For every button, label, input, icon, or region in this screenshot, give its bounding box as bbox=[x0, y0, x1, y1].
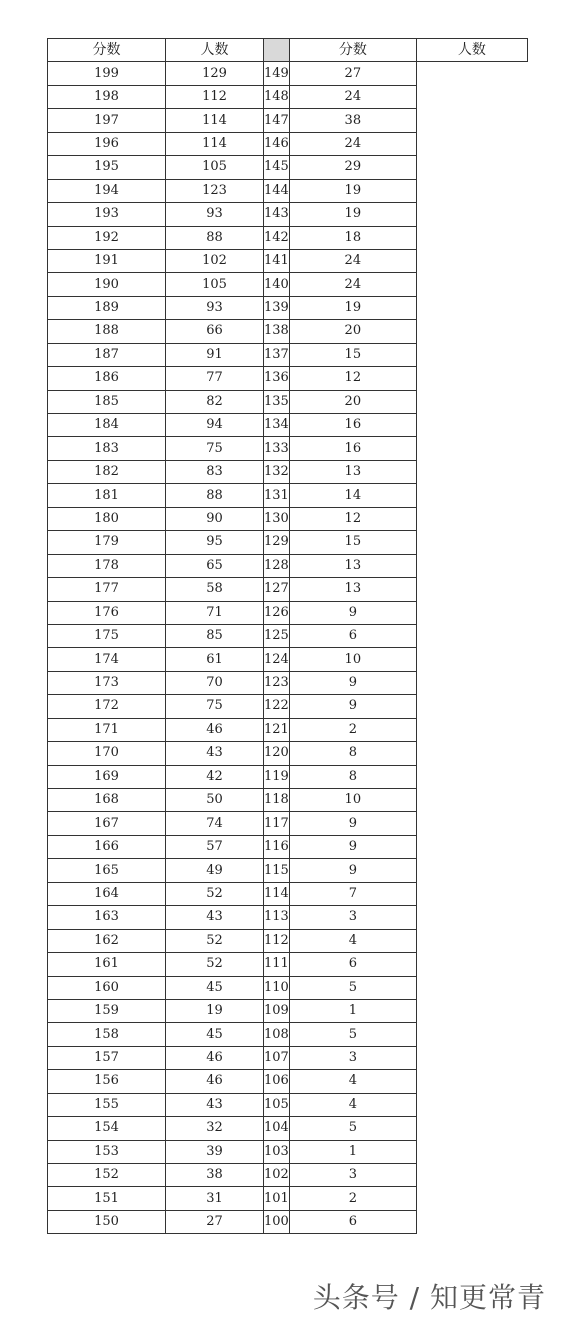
score-cell: 116 bbox=[264, 835, 290, 858]
count-cell: 16 bbox=[289, 414, 416, 437]
score-cell: 184 bbox=[48, 414, 166, 437]
score-cell: 190 bbox=[48, 273, 166, 296]
score-cell: 107 bbox=[264, 1046, 290, 1069]
count-cell: 4 bbox=[289, 929, 416, 952]
count-cell: 32 bbox=[166, 1117, 264, 1140]
count-cell: 19 bbox=[289, 296, 416, 319]
count-cell: 24 bbox=[289, 132, 416, 155]
score-cell: 143 bbox=[264, 203, 290, 226]
count-cell: 27 bbox=[289, 62, 416, 85]
score-cell: 178 bbox=[48, 554, 166, 577]
score-cell: 181 bbox=[48, 484, 166, 507]
table-row bbox=[48, 296, 528, 319]
table-row bbox=[48, 249, 528, 272]
score-cell: 168 bbox=[48, 789, 166, 812]
count-cell: 38 bbox=[289, 109, 416, 132]
table-row bbox=[48, 1093, 528, 1116]
table-row bbox=[48, 859, 528, 882]
score-cell: 148 bbox=[264, 85, 290, 108]
table-row bbox=[48, 179, 528, 202]
header-row bbox=[48, 39, 528, 62]
score-cell: 117 bbox=[264, 812, 290, 835]
table-row bbox=[48, 484, 528, 507]
score-cell: 134 bbox=[264, 414, 290, 437]
score-cell: 119 bbox=[264, 765, 290, 788]
score-cell: 160 bbox=[48, 976, 166, 999]
score-cell: 145 bbox=[264, 156, 290, 179]
score-cell: 127 bbox=[264, 578, 290, 601]
count-cell: 9 bbox=[289, 859, 416, 882]
score-cell: 110 bbox=[264, 976, 290, 999]
count-cell: 3 bbox=[289, 1046, 416, 1069]
count-cell: 5 bbox=[289, 976, 416, 999]
count-cell: 88 bbox=[166, 484, 264, 507]
table-row bbox=[48, 671, 528, 694]
score-cell: 179 bbox=[48, 531, 166, 554]
score-cell: 140 bbox=[264, 273, 290, 296]
count-cell: 46 bbox=[166, 718, 264, 741]
score-cell: 104 bbox=[264, 1117, 290, 1140]
score-cell: 197 bbox=[48, 109, 166, 132]
score-cell: 180 bbox=[48, 507, 166, 530]
count-cell: 105 bbox=[166, 156, 264, 179]
score-cell: 106 bbox=[264, 1070, 290, 1093]
count-cell: 29 bbox=[289, 156, 416, 179]
table-row bbox=[48, 1187, 528, 1210]
score-cell: 199 bbox=[48, 62, 166, 85]
count-cell: 46 bbox=[166, 1046, 264, 1069]
table-row bbox=[48, 226, 528, 249]
score-cell: 113 bbox=[264, 906, 290, 929]
table-row bbox=[48, 507, 528, 530]
score-cell: 193 bbox=[48, 203, 166, 226]
score-cell: 144 bbox=[264, 179, 290, 202]
table-row bbox=[48, 156, 528, 179]
count-cell: 7 bbox=[289, 882, 416, 905]
count-cell: 39 bbox=[166, 1140, 264, 1163]
count-cell: 66 bbox=[166, 320, 264, 343]
count-cell: 5 bbox=[289, 1117, 416, 1140]
count-cell: 12 bbox=[289, 367, 416, 390]
score-cell: 125 bbox=[264, 624, 290, 647]
count-cell: 43 bbox=[166, 906, 264, 929]
count-cell: 85 bbox=[166, 624, 264, 647]
table-row bbox=[48, 601, 528, 624]
score-cell: 188 bbox=[48, 320, 166, 343]
count-cell: 57 bbox=[166, 835, 264, 858]
score-cell: 172 bbox=[48, 695, 166, 718]
table-row bbox=[48, 1210, 528, 1233]
score-cell: 135 bbox=[264, 390, 290, 413]
score-cell: 139 bbox=[264, 296, 290, 319]
header-count-left: 人数 bbox=[166, 39, 264, 62]
table-row bbox=[48, 789, 528, 812]
count-cell: 61 bbox=[166, 648, 264, 671]
score-cell: 167 bbox=[48, 812, 166, 835]
table-row bbox=[48, 132, 528, 155]
count-cell: 77 bbox=[166, 367, 264, 390]
score-cell: 137 bbox=[264, 343, 290, 366]
score-grid bbox=[47, 38, 528, 1234]
score-cell: 166 bbox=[48, 835, 166, 858]
score-cell: 194 bbox=[48, 179, 166, 202]
count-cell: 4 bbox=[289, 1070, 416, 1093]
count-cell: 49 bbox=[166, 859, 264, 882]
header-score-right: 分数 bbox=[289, 39, 416, 62]
table-row bbox=[48, 1140, 528, 1163]
table-row bbox=[48, 882, 528, 905]
table-row bbox=[48, 62, 528, 85]
table-row bbox=[48, 531, 528, 554]
score-cell: 103 bbox=[264, 1140, 290, 1163]
count-cell: 70 bbox=[166, 671, 264, 694]
count-cell: 20 bbox=[289, 390, 416, 413]
count-cell: 13 bbox=[289, 554, 416, 577]
score-cell: 136 bbox=[264, 367, 290, 390]
table-row bbox=[48, 742, 528, 765]
score-cell: 124 bbox=[264, 648, 290, 671]
score-cell: 123 bbox=[264, 671, 290, 694]
header-score-left: 分数 bbox=[48, 39, 166, 62]
score-cell: 187 bbox=[48, 343, 166, 366]
count-cell: 95 bbox=[166, 531, 264, 554]
table-row bbox=[48, 765, 528, 788]
count-cell: 4 bbox=[289, 1093, 416, 1116]
count-cell: 13 bbox=[289, 578, 416, 601]
count-cell: 58 bbox=[166, 578, 264, 601]
count-cell: 1 bbox=[289, 999, 416, 1022]
score-cell: 189 bbox=[48, 296, 166, 319]
score-cell: 176 bbox=[48, 601, 166, 624]
score-cell: 175 bbox=[48, 624, 166, 647]
table-row bbox=[48, 578, 528, 601]
score-cell: 153 bbox=[48, 1140, 166, 1163]
score-cell: 174 bbox=[48, 648, 166, 671]
count-cell: 38 bbox=[166, 1164, 264, 1187]
count-cell: 9 bbox=[289, 695, 416, 718]
count-cell: 82 bbox=[166, 390, 264, 413]
score-cell: 186 bbox=[48, 367, 166, 390]
score-cell: 182 bbox=[48, 460, 166, 483]
table-row bbox=[48, 929, 528, 952]
count-cell: 75 bbox=[166, 695, 264, 718]
count-cell: 9 bbox=[289, 812, 416, 835]
table-row bbox=[48, 1164, 528, 1187]
table-row bbox=[48, 1070, 528, 1093]
table-row bbox=[48, 976, 528, 999]
score-cell: 138 bbox=[264, 320, 290, 343]
count-cell: 71 bbox=[166, 601, 264, 624]
count-cell: 90 bbox=[166, 507, 264, 530]
score-cell: 142 bbox=[264, 226, 290, 249]
table-row bbox=[48, 367, 528, 390]
score-cell: 155 bbox=[48, 1093, 166, 1116]
score-cell: 111 bbox=[264, 953, 290, 976]
count-cell: 1 bbox=[289, 1140, 416, 1163]
count-cell: 14 bbox=[289, 484, 416, 507]
count-cell: 3 bbox=[289, 906, 416, 929]
score-cell: 171 bbox=[48, 718, 166, 741]
score-cell: 112 bbox=[264, 929, 290, 952]
count-cell: 88 bbox=[166, 226, 264, 249]
score-cell: 157 bbox=[48, 1046, 166, 1069]
count-cell: 18 bbox=[289, 226, 416, 249]
score-cell: 161 bbox=[48, 953, 166, 976]
count-cell: 91 bbox=[166, 343, 264, 366]
count-cell: 10 bbox=[289, 648, 416, 671]
table-row bbox=[48, 718, 528, 741]
table-row bbox=[48, 999, 528, 1022]
score-cell: 129 bbox=[264, 531, 290, 554]
count-cell: 2 bbox=[289, 718, 416, 741]
count-cell: 6 bbox=[289, 624, 416, 647]
score-cell: 185 bbox=[48, 390, 166, 413]
score-cell: 118 bbox=[264, 789, 290, 812]
score-cell: 126 bbox=[264, 601, 290, 624]
count-cell: 112 bbox=[166, 85, 264, 108]
count-cell: 74 bbox=[166, 812, 264, 835]
count-cell: 6 bbox=[289, 953, 416, 976]
score-cell: 192 bbox=[48, 226, 166, 249]
score-cell: 195 bbox=[48, 156, 166, 179]
count-cell: 93 bbox=[166, 296, 264, 319]
score-cell: 151 bbox=[48, 1187, 166, 1210]
score-cell: 108 bbox=[264, 1023, 290, 1046]
count-cell: 19 bbox=[166, 999, 264, 1022]
score-cell: 149 bbox=[264, 62, 290, 85]
score-cell: 132 bbox=[264, 460, 290, 483]
table-row bbox=[48, 1117, 528, 1140]
score-cell: 154 bbox=[48, 1117, 166, 1140]
count-cell: 46 bbox=[166, 1070, 264, 1093]
count-cell: 9 bbox=[289, 835, 416, 858]
score-cell: 141 bbox=[264, 249, 290, 272]
score-cell: 170 bbox=[48, 742, 166, 765]
table-row bbox=[48, 414, 528, 437]
count-cell: 19 bbox=[289, 203, 416, 226]
score-cell: 122 bbox=[264, 695, 290, 718]
count-cell: 52 bbox=[166, 929, 264, 952]
count-cell: 24 bbox=[289, 273, 416, 296]
header-count-right: 人数 bbox=[416, 39, 527, 62]
score-cell: 196 bbox=[48, 132, 166, 155]
count-cell: 129 bbox=[166, 62, 264, 85]
score-cell: 147 bbox=[264, 109, 290, 132]
count-cell: 12 bbox=[289, 507, 416, 530]
count-cell: 123 bbox=[166, 179, 264, 202]
score-cell: 177 bbox=[48, 578, 166, 601]
count-cell: 52 bbox=[166, 953, 264, 976]
table-row bbox=[48, 203, 528, 226]
count-cell: 15 bbox=[289, 343, 416, 366]
table-row bbox=[48, 343, 528, 366]
table-row bbox=[48, 109, 528, 132]
score-cell: 146 bbox=[264, 132, 290, 155]
score-cell: 169 bbox=[48, 765, 166, 788]
count-cell: 10 bbox=[289, 789, 416, 812]
table-row bbox=[48, 554, 528, 577]
score-cell: 100 bbox=[264, 1210, 290, 1233]
count-cell: 114 bbox=[166, 132, 264, 155]
table-row bbox=[48, 1046, 528, 1069]
count-cell: 102 bbox=[166, 249, 264, 272]
table-row bbox=[48, 812, 528, 835]
count-cell: 20 bbox=[289, 320, 416, 343]
table-row bbox=[48, 953, 528, 976]
count-cell: 52 bbox=[166, 882, 264, 905]
score-cell: 121 bbox=[264, 718, 290, 741]
score-cell: 128 bbox=[264, 554, 290, 577]
score-cell: 109 bbox=[264, 999, 290, 1022]
score-cell: 156 bbox=[48, 1070, 166, 1093]
count-cell: 42 bbox=[166, 765, 264, 788]
score-cell: 164 bbox=[48, 882, 166, 905]
score-cell: 158 bbox=[48, 1023, 166, 1046]
count-cell: 8 bbox=[289, 765, 416, 788]
count-cell: 83 bbox=[166, 460, 264, 483]
count-cell: 19 bbox=[289, 179, 416, 202]
table-row bbox=[48, 437, 528, 460]
score-cell: 102 bbox=[264, 1164, 290, 1187]
score-cell: 162 bbox=[48, 929, 166, 952]
count-cell: 13 bbox=[289, 460, 416, 483]
table-row bbox=[48, 273, 528, 296]
score-cell: 133 bbox=[264, 437, 290, 460]
count-cell: 6 bbox=[289, 1210, 416, 1233]
table-row bbox=[48, 906, 528, 929]
table-row bbox=[48, 390, 528, 413]
count-cell: 9 bbox=[289, 671, 416, 694]
score-cell: 152 bbox=[48, 1164, 166, 1187]
count-cell: 9 bbox=[289, 601, 416, 624]
score-cell: 191 bbox=[48, 249, 166, 272]
count-cell: 43 bbox=[166, 742, 264, 765]
table-row bbox=[48, 85, 528, 108]
count-cell: 45 bbox=[166, 1023, 264, 1046]
count-cell: 93 bbox=[166, 203, 264, 226]
score-cell: 173 bbox=[48, 671, 166, 694]
count-cell: 27 bbox=[166, 1210, 264, 1233]
count-cell: 105 bbox=[166, 273, 264, 296]
count-cell: 43 bbox=[166, 1093, 264, 1116]
count-cell: 75 bbox=[166, 437, 264, 460]
count-cell: 65 bbox=[166, 554, 264, 577]
table-row bbox=[48, 320, 528, 343]
score-cell: 101 bbox=[264, 1187, 290, 1210]
count-cell: 24 bbox=[289, 85, 416, 108]
count-cell: 50 bbox=[166, 789, 264, 812]
score-table bbox=[47, 38, 528, 1234]
score-cell: 130 bbox=[264, 507, 290, 530]
score-cell: 120 bbox=[264, 742, 290, 765]
table-row bbox=[48, 624, 528, 647]
column-divider bbox=[264, 39, 290, 62]
count-cell: 15 bbox=[289, 531, 416, 554]
table-row bbox=[48, 460, 528, 483]
score-cell: 105 bbox=[264, 1093, 290, 1116]
table-row bbox=[48, 648, 528, 671]
table-row bbox=[48, 695, 528, 718]
count-cell: 24 bbox=[289, 249, 416, 272]
count-cell: 31 bbox=[166, 1187, 264, 1210]
score-cell: 114 bbox=[264, 882, 290, 905]
count-cell: 94 bbox=[166, 414, 264, 437]
score-cell: 183 bbox=[48, 437, 166, 460]
watermark-text: 头条号 / 知更常青 bbox=[312, 1281, 546, 1314]
score-cell: 198 bbox=[48, 85, 166, 108]
score-cell: 150 bbox=[48, 1210, 166, 1233]
count-cell: 45 bbox=[166, 976, 264, 999]
score-cell: 163 bbox=[48, 906, 166, 929]
count-cell: 16 bbox=[289, 437, 416, 460]
count-cell: 114 bbox=[166, 109, 264, 132]
score-cell: 159 bbox=[48, 999, 166, 1022]
count-cell: 3 bbox=[289, 1164, 416, 1187]
count-cell: 2 bbox=[289, 1187, 416, 1210]
count-cell: 5 bbox=[289, 1023, 416, 1046]
count-cell: 8 bbox=[289, 742, 416, 765]
score-cell: 115 bbox=[264, 859, 290, 882]
table-row bbox=[48, 835, 528, 858]
score-cell: 131 bbox=[264, 484, 290, 507]
table-row bbox=[48, 1023, 528, 1046]
score-cell: 165 bbox=[48, 859, 166, 882]
